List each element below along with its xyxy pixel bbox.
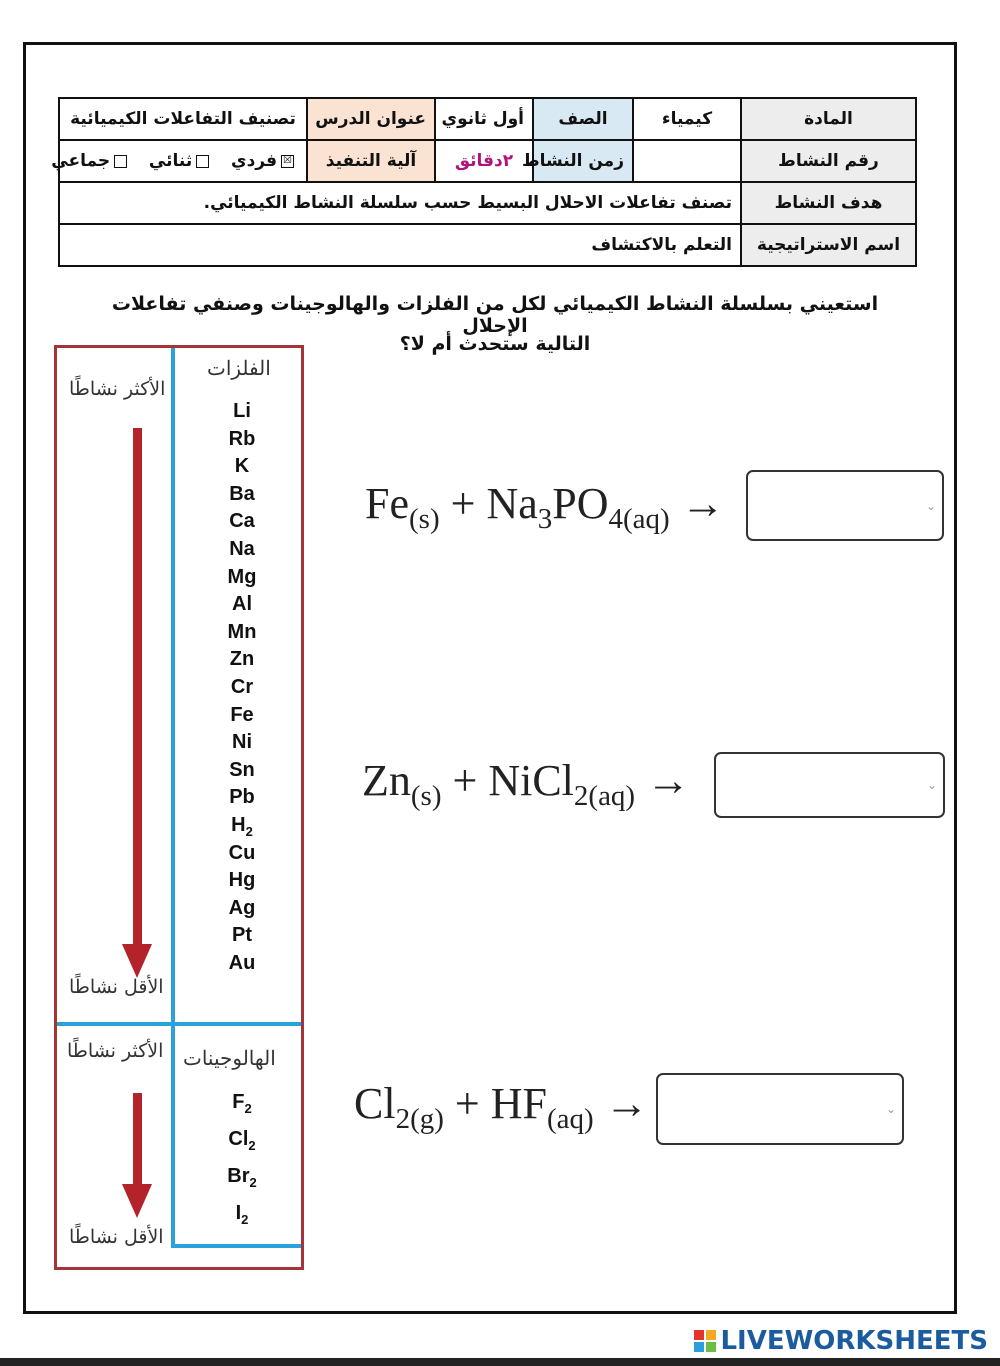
equation-2 [362,755,690,813]
metals-most-active-label: الأكثر نشاطًا [69,378,166,400]
metal-symbol-text: H [231,814,246,836]
mode-pair-label: ثنائي [148,151,193,171]
mode-pair-checkbox [196,155,209,168]
metal-symbol [177,898,307,918]
halogen-symbol [177,1203,307,1230]
metal-symbol-text: Pt [232,924,252,947]
equation-1 [365,478,725,536]
info-row-2 [59,140,916,182]
halogen-symbol-subscript: 2 [241,1212,249,1227]
metal-symbol [177,484,307,504]
metal-symbol [177,456,307,476]
metal-symbol-text: Al [232,593,252,616]
grade-label: الصف [533,98,633,140]
logo-square-1 [694,1330,704,1340]
halogens-arrow-head [122,1184,152,1218]
time-label: زمن النشاط [533,140,633,182]
metal-symbol [177,594,307,614]
chevron-down-icon: ⌄ [885,1102,896,1116]
halogen-symbol [177,1129,307,1156]
halogens-heading: الهالوجينات [183,1046,276,1070]
halogens-arrow-shaft [133,1093,142,1188]
eq1-reactant-2b: PO [552,479,609,528]
subject-label: المادة [741,98,916,140]
halogens-least-active-label: الأقل نشاطًا [69,1226,164,1248]
eq1-reactant-1: Fe [365,479,409,528]
metal-symbol [177,705,307,725]
chevron-down-icon: ⌄ [925,498,936,513]
metals-least-active-label: الأقل نشاطًا [69,976,164,998]
eq1-reactant-1-state: (s) [409,502,440,535]
equation-1-answer-dropdown[interactable] [746,470,944,541]
instruction-line-2: التالية ستحدث أم لا؟ [399,333,591,355]
strategy-value: التعلم بالاكتشاف [59,224,741,266]
liveworksheets-logo [694,1326,988,1356]
metal-symbol-text: K [234,455,250,478]
metals-heading: الفلزات [207,356,271,380]
mode-group-checkbox [114,155,127,168]
metal-symbol [177,953,307,973]
metal-symbol [177,870,307,890]
metal-symbol [177,732,307,752]
equation-2-answer-dropdown[interactable] [714,752,945,818]
halogen-symbol-text: Cl [228,1128,249,1150]
metal-symbol-text: Pb [229,786,255,809]
mode-individual-label: فردي [230,151,277,171]
eq1-reactant-2a: Na [486,479,538,528]
metal-symbol-text: Ba [229,482,255,505]
series-horizontal-divider [57,1022,301,1026]
info-row-3 [59,182,916,224]
metal-symbol [177,567,307,587]
metal-symbol-text: Ag [228,896,256,919]
halogen-symbol-text: F [232,1091,245,1113]
metal-symbol [177,511,307,531]
metal-symbol-text: Ni [232,731,252,754]
subject-value: كيمياء [633,98,741,140]
halogen-symbol-subscript: 2 [249,1175,257,1190]
eq3-reactant-2a: HF [490,1079,547,1128]
metal-symbol [177,925,307,945]
instruction-line-1: استعيني بسلسلة النشاط الكيميائي لكل من الفلزات والهالوجينات وصنفي تفاعلات الإحلال [111,293,879,337]
brand-suffix: WORKSHEETS [784,1326,988,1356]
metal-symbol-text: Cr [230,676,254,698]
activity-series-chart [54,345,304,1270]
info-row-4 [59,224,916,266]
series-bottom-line [171,1244,301,1248]
metal-symbol-text: Mn [227,620,257,643]
metal-symbol [177,787,307,807]
metal-symbol [177,539,307,559]
goal-value: تصنف تفاعلات الاحلال البسيط حسب سلسلة النشاط الكيميائي. [59,182,741,224]
activity-number-value [633,140,741,182]
time-value: ٢دقائق [435,140,533,182]
halogen-symbol [177,1166,307,1193]
metal-symbol [177,760,307,780]
info-row-1 [59,98,916,140]
metals-arrow-shaft [133,428,142,948]
eq2-reactant-2a: NiCl [488,756,574,805]
equation-3-answer-dropdown[interactable] [656,1073,904,1145]
metal-symbol [177,429,307,449]
metal-symbol-text: Na [229,538,255,560]
eq1-reactant-2b-sub: 4(aq) [608,502,670,535]
metal-symbol-text: Ca [229,510,255,533]
metal-symbol [177,815,307,842]
mode-options [51,140,307,182]
eq1-plus: + [450,479,476,528]
eq3-reactant-1: Cl [354,1079,396,1128]
metal-symbol [177,843,307,863]
lesson-value: تصنيف التفاعلات الكيميائية [59,98,307,140]
eq1-reactant-2a-sub: 3 [537,502,553,535]
logo-square-3 [694,1342,704,1352]
liveworksheets-logo-icon [694,1330,716,1352]
eq1-arrow: → [680,479,725,528]
eq2-arrow: → [646,756,691,805]
logo-square-4 [706,1342,716,1352]
mode-label: آلية التنفيذ [307,140,435,182]
metals-arrow-head [122,944,152,978]
eq2-reactant-1-state: (s) [410,779,442,812]
metal-symbol-text: Cu [228,841,256,864]
mode-group-label: جماعي [51,151,111,171]
metal-symbol-text: Au [228,952,256,974]
equation-3 [354,1078,649,1136]
eq3-reactant-1-state: 2(g) [395,1102,444,1135]
eq3-reactant-2a-sub: (aq) [546,1102,594,1135]
eq2-reactant-1: Zn [362,756,411,805]
activity-number-label: رقم النشاط [741,140,916,182]
halogen-symbol-text: Br [227,1165,250,1187]
eq2-reactant-2a-sub: 2(aq) [573,779,636,812]
lesson-label: عنوان الدرس [307,98,435,140]
bottom-bar [0,1358,1000,1366]
halogen-symbol-subscript: 2 [244,1101,252,1116]
brand-prefix: LIVE [720,1326,785,1356]
grade-value: أول ثانوي [435,98,533,140]
series-vertical-divider [171,348,175,1246]
eq2-plus: + [452,756,478,805]
metal-symbol-text: Rb [228,427,256,450]
activity-info-table [51,97,917,267]
halogen-symbol-subscript: 2 [248,1138,256,1153]
metal-symbol-text: Hg [228,869,256,892]
halogens-most-active-label: الأكثر نشاطًا [67,1040,164,1062]
goal-label: هدف النشاط [741,182,916,224]
chevron-down-icon: ⌄ [926,778,937,792]
metal-symbol-text: Mg [227,565,257,588]
logo-square-2 [706,1330,716,1340]
metal-symbol-text: Sn [229,758,255,781]
metal-symbol [177,649,307,669]
halogen-symbol [177,1092,307,1119]
eq3-arrow: → [604,1079,649,1128]
metal-symbol-subscript: 2 [245,824,253,839]
metal-symbol-text: Zn [229,648,255,671]
metal-symbol [177,677,307,697]
mode-individual-checkbox: ☒ [281,155,294,168]
eq3-plus: + [454,1079,480,1128]
metal-symbol [177,622,307,642]
halogen-symbol-text: I [235,1202,242,1224]
metal-symbol-text: Li [233,400,251,422]
metal-symbol [177,401,307,421]
metal-symbol-text: Fe [230,703,254,726]
strategy-label: اسم الاستراتيجية [741,224,916,266]
